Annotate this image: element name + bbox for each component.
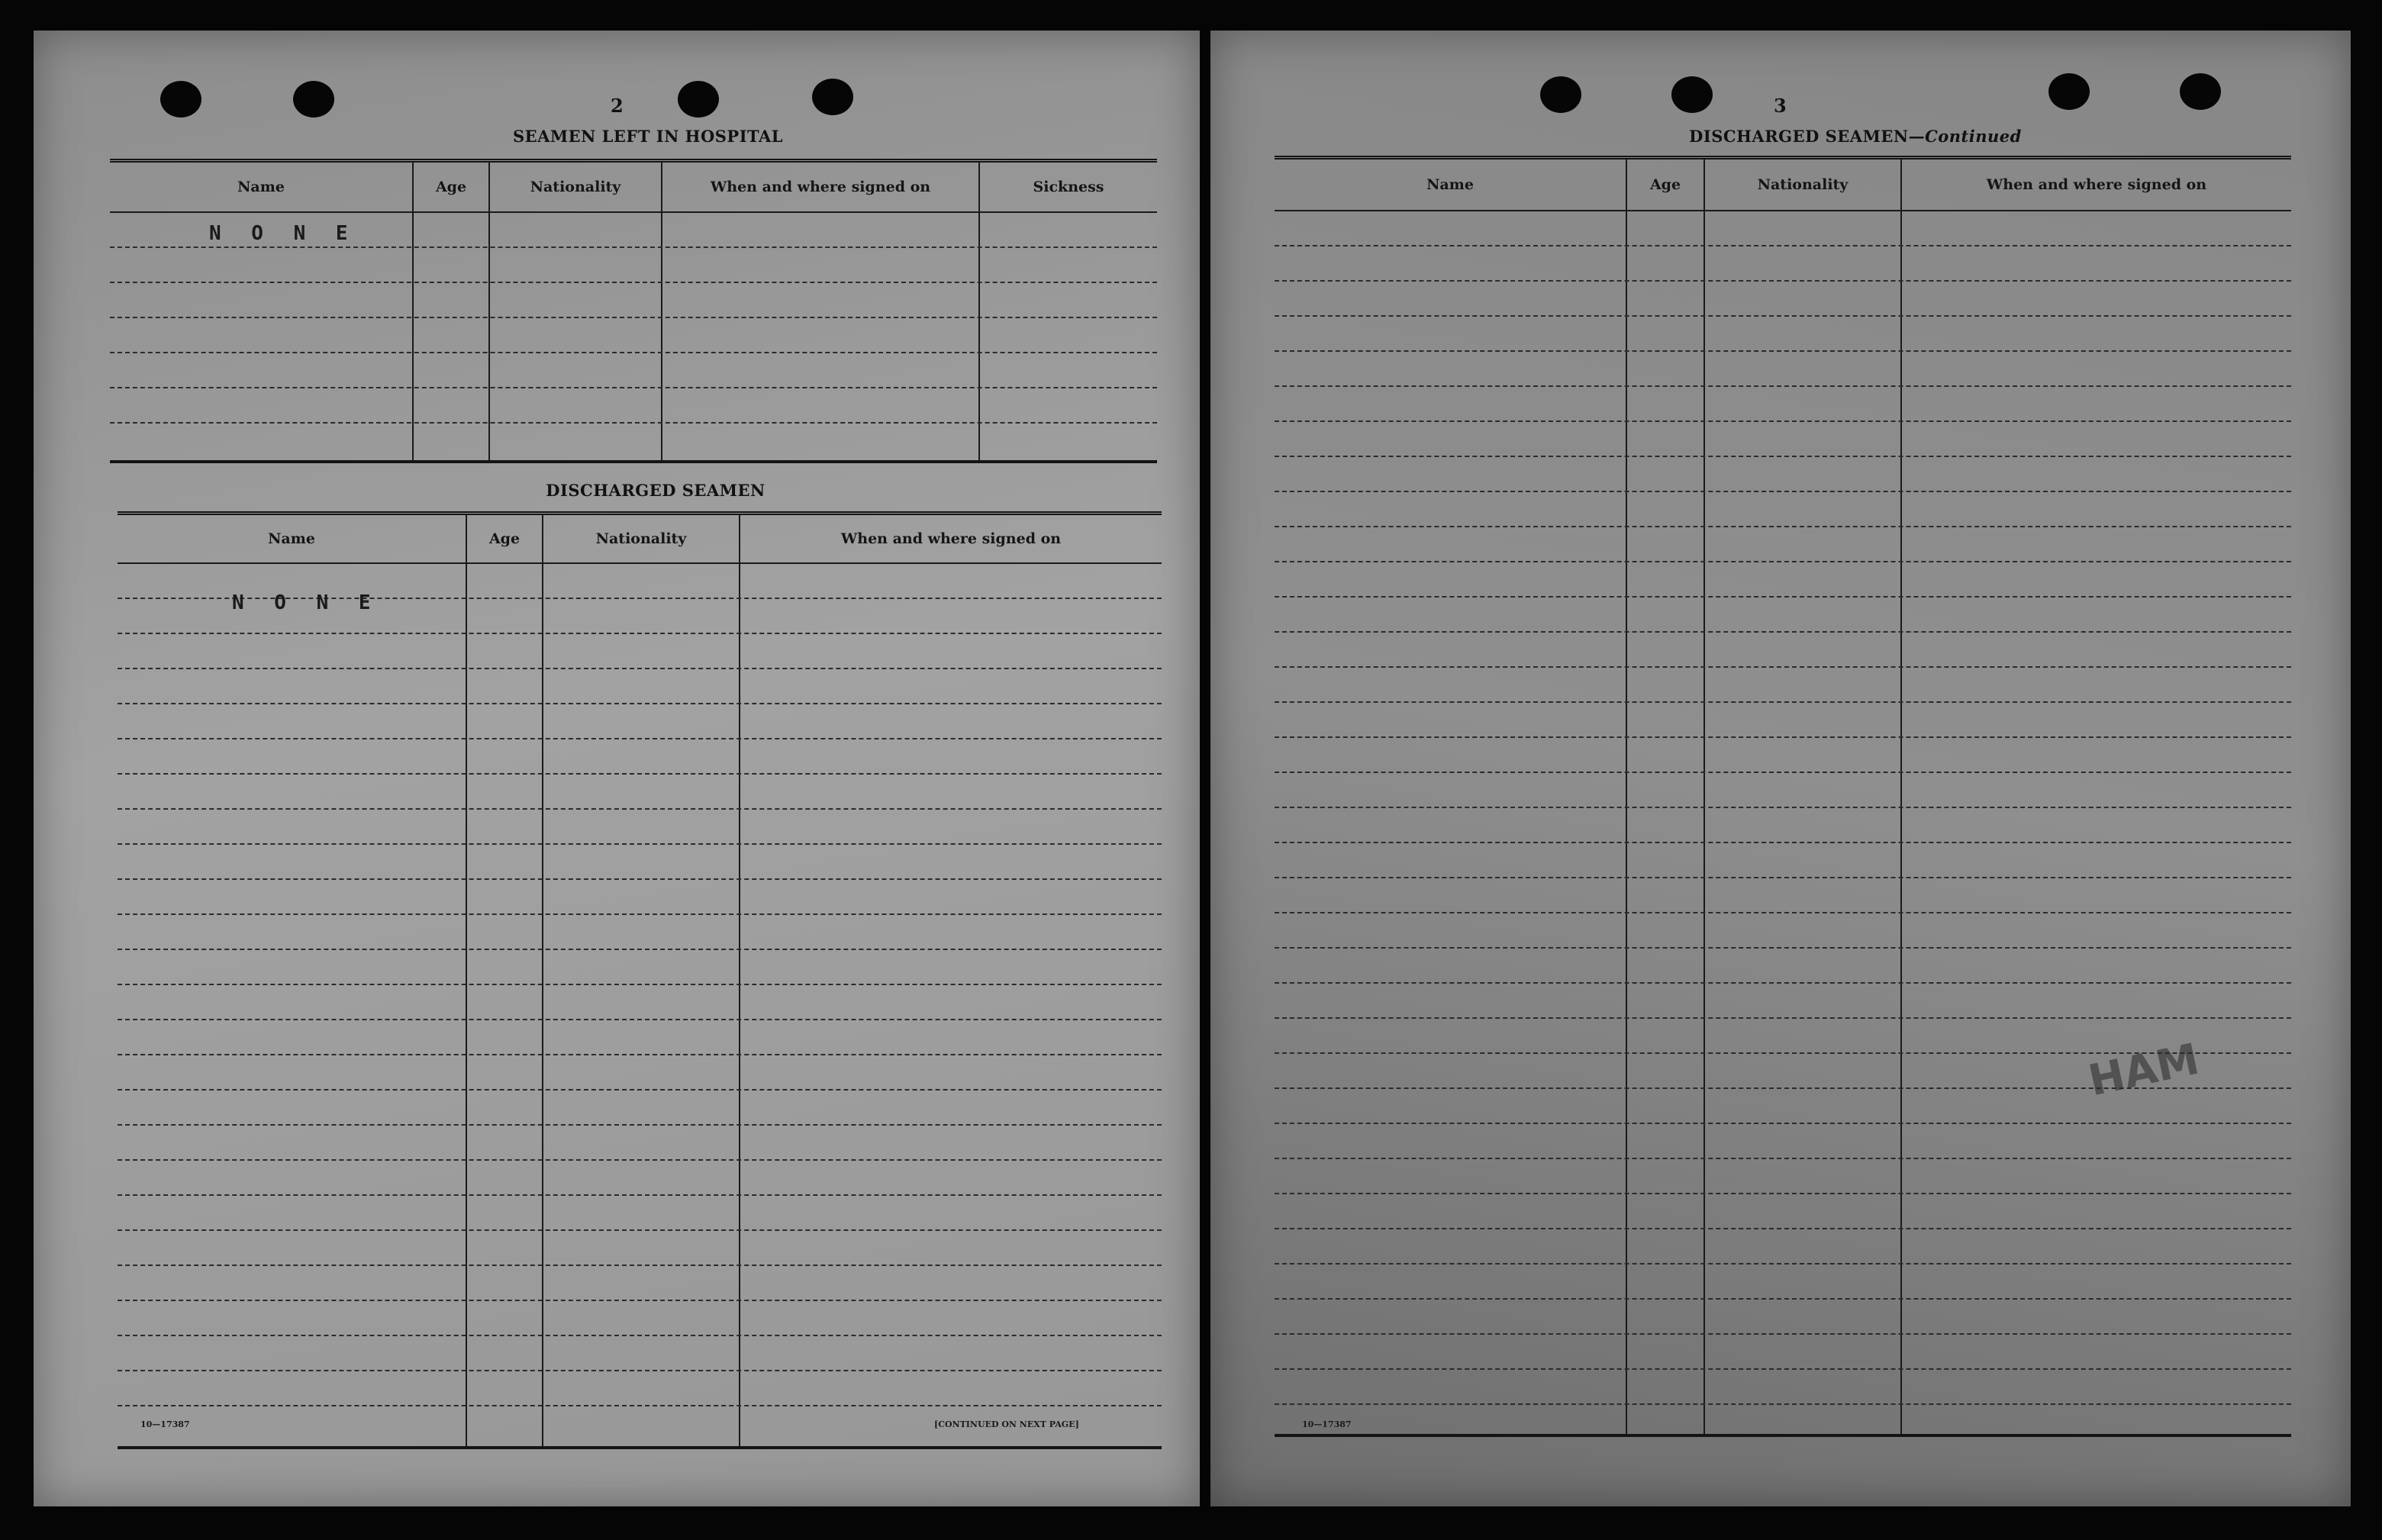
section-title-main: DISCHARGED SEAMEN (1689, 127, 1909, 146)
column-header: Age (488, 530, 521, 547)
faded-stamp: HAM (2084, 1034, 2204, 1107)
column-header: Name (237, 179, 285, 195)
section-title-continued: —Continued (1908, 127, 2022, 146)
column-header: When and where signed on (710, 179, 931, 195)
column-header: Sickness (1033, 179, 1104, 195)
column-header: Age (435, 179, 467, 195)
continued-section-title (1439, 127, 2271, 146)
column-header: Age (1649, 176, 1681, 193)
punch-hole (293, 81, 334, 118)
hospital-section-title: SEAMEN LEFT IN HOSPITAL (512, 127, 784, 146)
page-number: 2 (611, 95, 624, 117)
punch-hole (2048, 73, 2090, 110)
form-number: 10—17387 (1302, 1419, 1352, 1429)
right-page (1210, 31, 2351, 1506)
punch-hole (812, 79, 853, 115)
continued-note: [CONTINUED ON NEXT PAGE] (934, 1419, 1079, 1429)
column-header: When and where signed on (1986, 176, 2207, 193)
typed-entry: N O N E (209, 222, 357, 245)
column-header: Name (268, 530, 315, 547)
punch-hole (1540, 76, 1581, 113)
left-page (34, 31, 1200, 1506)
column-header: Nationality (1757, 176, 1849, 193)
punch-hole (678, 81, 719, 118)
column-header: Name (1426, 176, 1474, 193)
punch-hole (160, 81, 201, 118)
punch-hole (1671, 76, 1713, 113)
page-number: 3 (1774, 95, 1787, 117)
discharged-section-title: DISCHARGED SEAMEN (546, 481, 766, 500)
hospital-table (110, 159, 1157, 463)
punch-hole (2180, 73, 2221, 110)
form-number: 10—17387 (140, 1419, 190, 1429)
discharged-table (118, 511, 1162, 1449)
column-header: Nationality (595, 530, 687, 547)
discharged-continued-table (1275, 156, 2291, 1437)
column-header: When and where signed on (840, 530, 1062, 547)
column-header: Nationality (530, 179, 621, 195)
typed-entry: N O N E (232, 591, 380, 614)
